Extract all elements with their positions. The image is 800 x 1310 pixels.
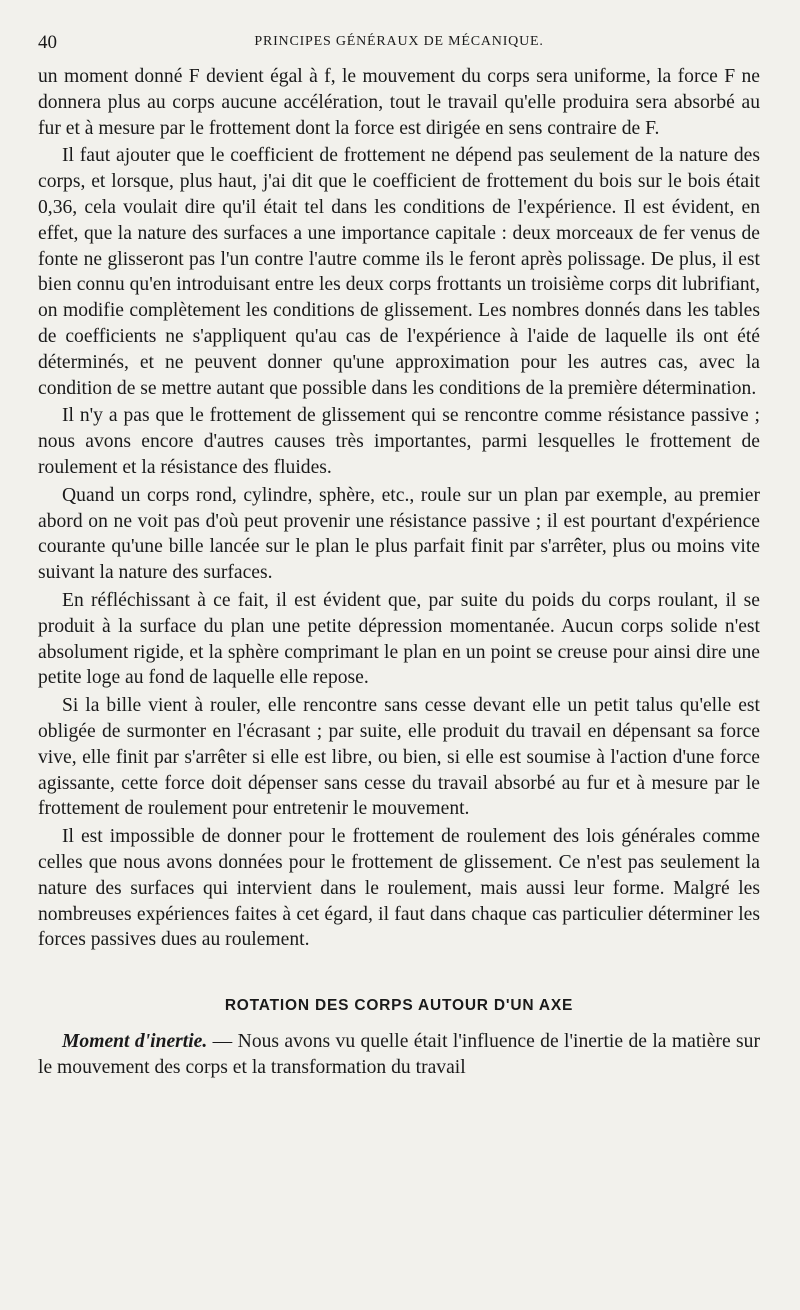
paragraph: Il est impossible de donner pour le frottement de roulement des lois générales comme celles que nous avons données pour le frottement de glissement. Ce n'est pas seulement la nature des surfaces qui intervient dans le roulement, mais aussi leur forme. Malgré les nombreuses expériences faites à cet égard, il faut dans chaque cas particulier déterminer les forces passives dues au roulement. (38, 826, 760, 951)
paragraph: En réfléchissant à ce fait, il est évident que, par suite du poids du corps roulant, il se produit à la surface du plan une petite dépression momentanée. Aucun corps solide n'est absolument rigide, et la sphère comprimant le plan en un point se creuse pour ainsi dire une petite loge au fond de laquelle elle repose. (38, 589, 760, 689)
body-text (38, 64, 760, 1081)
paragraph: Quand un corps rond, cylindre, sphère, etc., roule sur un plan par exemple, au premier abord on ne voit pas d'où peut provenir une résistance passive ; il est pourtant d'expérience courante qu'une bille lancée sur le plan le plus parfait finit par s'arrêter, plus ou moins vite suivant la nature des surfaces. (38, 484, 760, 584)
section-title: ROTATION DES CORPS AUTOUR D'UN AXE (224, 997, 574, 1015)
paragraph: Il n'y a pas que le frottement de glissement qui se rencontre comme résistance passive ; nous avons encore d'autres causes très importantes, parmi lesquelles le frottement de roulement et la résistance des fluides. (38, 405, 760, 478)
running-title: PRINCIPES GÉNÉRAUX DE MÉCANIQUE. (254, 34, 544, 49)
section-subhead: Moment d'inertie. (62, 1031, 208, 1053)
section-text: — Nous avons vu quelle était l'influence de l'inertie de la matière sur le mouvement des corps et la transformation du travail (38, 1031, 760, 1078)
section-paragraph (38, 1029, 760, 1081)
paragraph: Il faut ajouter que le coefficient de frottement ne dépend pas seulement de la nature des corps, et lorsque, plus haut, j'ai dit que le coefficient de frottement du bois sur le bois était 0,36, cela voulait dire qu'il était tel dans les conditions de l'expérience. Il est évident, en effet, que la nature des surfaces a une importance capitale : deux morceaux de fer venus de fonte ne glisseront pas l'un contre l'autre comme ils le feront après polissage. De plus, il est bien connu qu'en introduisant entre les deux corps frottants un troisième corps dit lubrifiant, on modifie complètement les conditions de glissement. Les nombres donnés dans les tables de coefficients ne s'appliquent qu'au cas de l'expérience à l'aide de laquelle ils ont été déterminés, et ne peuvent donner qu'une approximation pour les autres cas, avec la condition de se mettre autant que possible dans les conditions de la première détermination. (38, 145, 760, 399)
paragraph: Si la bille vient à rouler, elle rencontre sans cesse devant elle un petit talus qu'elle est obligée de surmonter en l'écrasant ; par suite, elle produit du travail en dépensant sa force vive, elle finit par s'arrêter si elle est libre, ou bien, si elle est soumise à l'action d'une force agissante, cette force doit dépenser sans cesse du travail absorbé au fur et à mesure par le frottement de roulement pour entretenir le mouvement. (38, 695, 760, 820)
paragraph: un moment donné F devient égal à f, le mouvement du corps sera uniforme, la force F ne donnera plus au corps aucune accélération, tout le travail qu'elle produira sera absorbé au fur et à mesure par le frottement dont la force est dirigée en sens contraire de F. (38, 66, 760, 139)
page-header (38, 28, 760, 58)
page-number: 40 (38, 32, 57, 53)
